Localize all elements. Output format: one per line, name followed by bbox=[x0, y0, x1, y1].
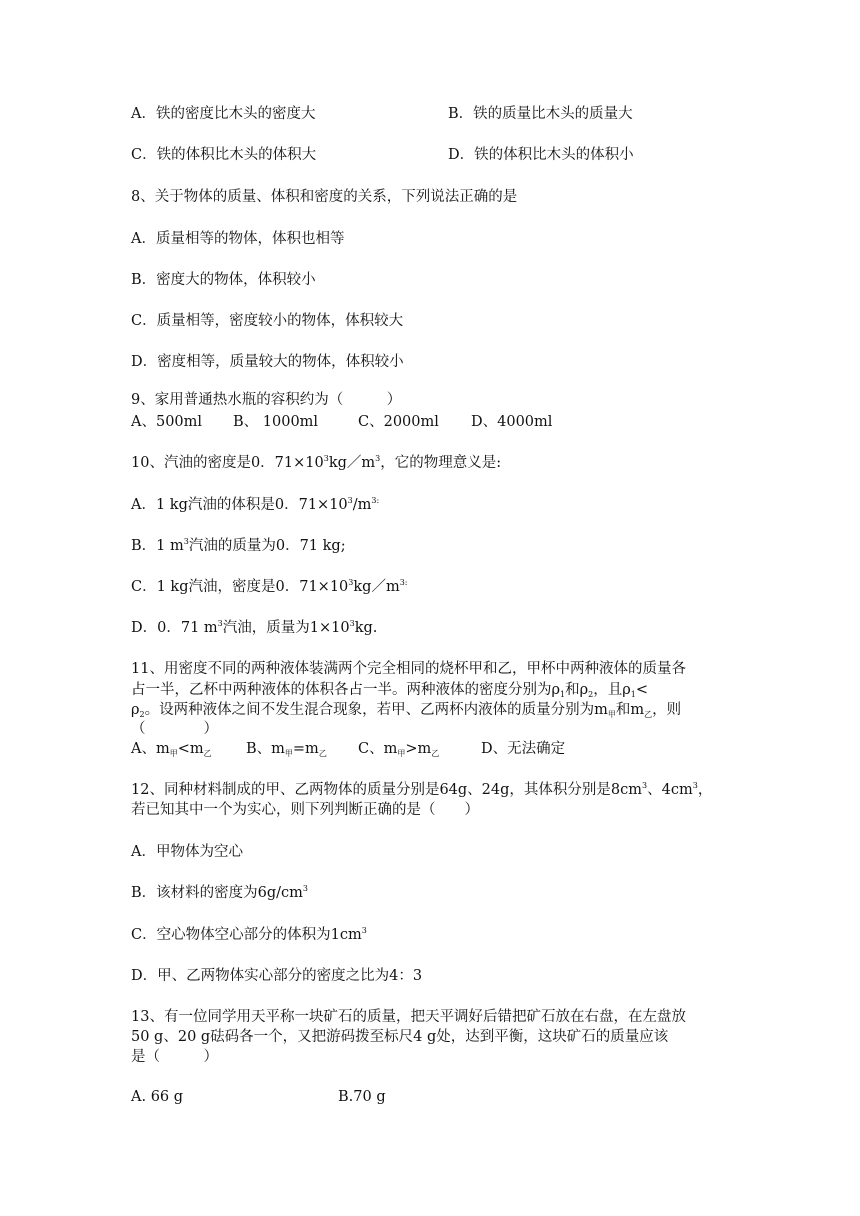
q12-option-d: D．甲、乙两物体实心部分的密度之比为4：3 bbox=[131, 968, 423, 984]
q10-stem: 10、汽油的密度是0．$71\times 10^3kg/m^3$，它的物理意义是: bbox=[131, 454, 502, 471]
q12-option-b: B．该材料的密度为$6g/cm^3$ bbox=[131, 884, 309, 901]
q10-option-a: A．1 kg汽油的体积是0．$71\times 10^3/m^{3:}$ bbox=[131, 496, 380, 513]
q12-option-c: C．空心物体空心部分的体积为$1cm^3$ bbox=[131, 926, 367, 943]
q11-option-d: D、无法确定 bbox=[481, 741, 566, 757]
q7-option-a: A．铁的密度比木头的密度大 bbox=[131, 106, 316, 122]
q11-option-c: C、$m_甲>m_乙$ bbox=[358, 741, 440, 758]
q12-option-a: A．甲物体为空心 bbox=[131, 844, 243, 860]
q8-option-a: A．质量相等的物体，体积也相等 bbox=[131, 231, 345, 247]
q7-option-d: D．铁的体积比木头的体积小 bbox=[448, 147, 634, 163]
q7-option-c: C．铁的体积比木头的体积大 bbox=[131, 147, 317, 163]
q10-option-c: C．1 kg汽油，密度是0．$71\times 10^3kg/m^{3:}$ bbox=[131, 578, 408, 595]
q10-option-b: B．1 $m^3$汽油的质量为0．71 kg; bbox=[131, 537, 346, 554]
q8-option-d: D．密度相等，质量较大的物体，体积较小 bbox=[131, 354, 404, 370]
q11-line-4: （ ） bbox=[131, 721, 218, 737]
q9-option-a: A、500ml bbox=[131, 414, 203, 430]
q7-option-b: B．铁的质量比木头的质量大 bbox=[448, 106, 633, 122]
q9-option-c: C、2000ml bbox=[358, 414, 439, 430]
q13-line-1: 13、有一位同学用天平称一块矿石的质量，把天平调好后错把矿石放在右盘，在左盘放 bbox=[131, 1009, 686, 1025]
q13-option-a: A. 66 g bbox=[131, 1089, 184, 1105]
q8-stem: 8、关于物体的质量、体积和密度的关系，下列说法正确的是 bbox=[131, 189, 518, 205]
q11-line-2: 占一半，乙杯中两种液体的体积各占一半。两种液体的密度分别为$\rho_1$和$\rho_2$，且$\rho_1<$ bbox=[131, 682, 649, 699]
q9-option-d: D、4000ml bbox=[471, 414, 553, 430]
q9-option-b: B、 1000ml bbox=[233, 414, 319, 430]
q10-option-d: D．0．71 $m^3$汽油，质量为$1\times 10^3kg$. bbox=[131, 619, 378, 636]
q11-line-1: 11、用密度不同的两种液体装满两个完全相同的烧杯甲和乙，甲杯中两种液体的质量各 bbox=[131, 661, 686, 677]
q11-option-a: A、$m_甲<m_乙$ bbox=[131, 741, 212, 758]
q9-stem: 9、家用普通热水瓶的容积约为（ ） bbox=[131, 392, 402, 408]
q11-line-3: $\rho_2$。设两种液体之间不发生混合现象，若甲、乙两杯内液体的质量分别为$m_甲$和$m_乙$，则 bbox=[131, 702, 682, 719]
q13-option-b: B.70 g bbox=[338, 1089, 386, 1105]
q12-line-1: 12、同种材料制成的甲、乙两物体的质量分别是64g、24g，其体积分别是$8cm^3$、$4cm^3$， bbox=[131, 781, 713, 798]
q13-line-2: 50 g、20 g砝码各一个，又把游码拨至标尺4 g处，达到平衡，这块矿石的质量应该 bbox=[131, 1029, 669, 1045]
q13-line-3: 是（ ） bbox=[131, 1049, 218, 1065]
q8-option-b: B．密度大的物体，体积较小 bbox=[131, 272, 316, 288]
q11-option-b: B、$m_甲=m_乙$ bbox=[246, 741, 327, 758]
q8-option-c: C．质量相等，密度较小的物体，体积较大 bbox=[131, 313, 404, 329]
q12-line-2: 若已知其中一个为实心，则下列判断正确的是（ ） bbox=[131, 802, 479, 818]
